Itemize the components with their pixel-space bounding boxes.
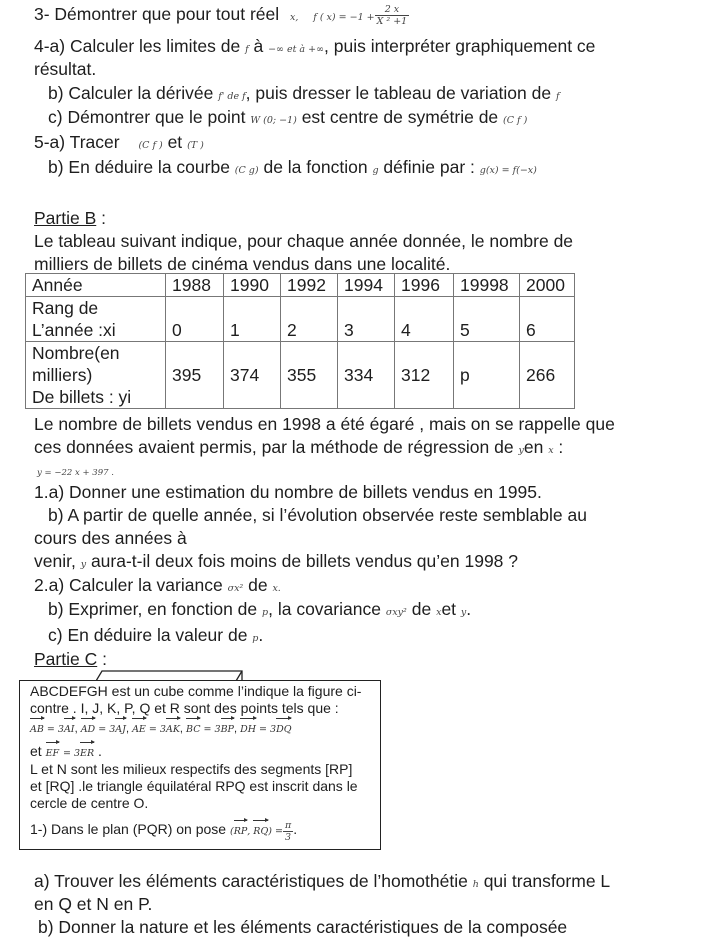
row-header-count-line3: De billets : yi	[32, 387, 132, 407]
table-cell: 2000	[520, 274, 575, 297]
vector: BC	[186, 717, 200, 738]
vector-relations: AB = 3AI, AD = 3AJ, AE = 3AK, BC = 3BP, DH = 3DQ	[30, 717, 291, 738]
table-cell: 6	[520, 297, 575, 342]
table-cell: 355	[281, 342, 338, 409]
row-header-count-line2: milliers)	[32, 365, 93, 385]
table-cell: 374	[224, 342, 281, 409]
angle-numerator: π	[284, 820, 292, 831]
q5b-text2: de la fonction	[263, 157, 368, 177]
sigma-x-squared: σx²	[227, 583, 244, 594]
vector: RQ	[253, 819, 268, 840]
box-line-1: ABCDEFGH est un cube comme l’indique la figure ci-	[30, 683, 362, 699]
box-line-7: cercle de centre O.	[30, 795, 149, 811]
question-1b-line1: b) A partir de quelle année, si l’évolution observée reste semblable au	[48, 505, 587, 525]
part-b-intro-1: Le tableau suivant indique, pour chaque année donnée, le nombre de	[34, 231, 574, 251]
table-cell: 4	[395, 297, 454, 342]
part-b-intro-2: milliers de billets de cinéma vendus dans une localité.	[34, 254, 451, 274]
q3-denominator: X ² +1	[376, 15, 408, 27]
question-4a	[34, 35, 595, 61]
vector-relation-last	[30, 741, 102, 762]
table-cell: 3	[338, 297, 395, 342]
box-line-2: contre . I, J, K, P, Q et R sont des points tels que :	[30, 700, 339, 716]
q2b-de: de	[411, 599, 432, 619]
q2a-de: de	[248, 575, 268, 595]
vector: AE	[132, 717, 146, 738]
factor: = 3	[203, 724, 221, 735]
vector: DQ	[276, 717, 291, 738]
question-2b	[48, 598, 471, 624]
q3-fraction	[375, 4, 410, 27]
factor: = 3	[63, 748, 81, 759]
vector: ER	[80, 741, 94, 762]
q5a-curve: (C f )	[138, 140, 163, 151]
q4a-a: à	[253, 36, 264, 56]
q4a-limits: −∞ et à +∞	[268, 44, 324, 55]
question-4c	[48, 106, 527, 132]
question-5b	[48, 156, 537, 182]
q4a-text3: résultat.	[34, 59, 97, 79]
vector: RP	[234, 819, 248, 840]
factor: = 3	[148, 724, 166, 735]
text-en: en	[523, 437, 544, 457]
q5b-text3: définie par :	[383, 157, 475, 177]
q5b-g: g	[372, 165, 379, 176]
cube-statement-box	[19, 680, 381, 850]
q5b-text: b) En déduire la courbe	[48, 157, 230, 177]
q2b-text: b) Exprimer, en fonction de	[48, 599, 258, 619]
question-3	[34, 3, 409, 29]
box-dot: .	[98, 743, 102, 759]
data-table	[25, 273, 575, 409]
q4b-text: b) Calculer la dérivée	[48, 83, 214, 103]
table-cell: 266	[520, 342, 575, 409]
var-p: p	[262, 607, 269, 618]
question-c-b: b) Donner la nature et les éléments caractéristiques de la composée	[38, 917, 568, 937]
var-x: x	[436, 607, 442, 618]
table-cell: 0	[166, 297, 224, 342]
q4a-text: 4-a) Calculer les limites de	[34, 36, 241, 56]
vector: AK	[166, 717, 180, 738]
q2c-text: c) En déduire la valeur de	[48, 625, 248, 645]
table-cell: 1994	[338, 274, 395, 297]
table-row-ranks	[26, 297, 575, 342]
part-b-text-1: Le nombre de billets vendus en 1998 a été égaré , mais on se rappelle que	[34, 414, 615, 434]
var-x: x	[548, 445, 554, 456]
vector: AD	[81, 717, 95, 738]
q2a-text: 2.a) Calculer la variance	[34, 575, 223, 595]
var-x: x.	[272, 583, 281, 594]
table-cell: 312	[395, 342, 454, 409]
q2b-text2: , la covariance	[268, 599, 381, 619]
question-1b-line2: cours des années à	[34, 528, 187, 548]
part-c-colon: :	[97, 649, 107, 669]
vector: DH	[240, 717, 256, 738]
vector: AB	[30, 717, 44, 738]
var-y: y	[460, 607, 467, 618]
question-1b-line3	[34, 550, 518, 576]
table-cell: 1990	[224, 274, 281, 297]
q3-variable: x,	[290, 12, 299, 23]
q3-numerator: 2 x	[375, 4, 410, 16]
row-header-rank-line1: Rang de	[32, 298, 99, 318]
part-c-title: Partie C	[34, 649, 98, 669]
q5a-T: (T )	[187, 140, 204, 151]
q2b-dot: .	[466, 599, 472, 619]
text-colon: :	[558, 437, 564, 457]
part-b-heading	[34, 207, 106, 229]
box-tab-shape	[96, 667, 246, 681]
q5b-curve: (C g)	[234, 165, 259, 176]
var-y: y	[80, 559, 87, 570]
q4b-text2: , puis dresser le tableau de variation de	[245, 83, 552, 103]
q4b-math: f' de f	[218, 91, 246, 102]
question-5a	[34, 131, 204, 157]
regression-equation: y = −22 x + 397 .	[37, 468, 114, 478]
question-2c	[48, 624, 263, 650]
q4a-f: f	[245, 44, 249, 55]
row-header-count	[26, 342, 166, 409]
table-row-years	[26, 274, 575, 297]
q5a-et: et	[167, 132, 183, 152]
vector: AJ	[115, 717, 126, 738]
q2b-et: et	[441, 599, 457, 619]
q4c-text2: est centre de symétrie de	[301, 107, 499, 127]
q4c-point: W (0; −1)	[250, 115, 297, 126]
q4a-text2: , puis interpréter graphiquement ce	[324, 36, 596, 56]
table-cell: 19998	[454, 274, 520, 297]
part-b-title: Partie B	[34, 208, 97, 228]
factor: = 3	[259, 724, 277, 735]
angle-equals: ) =	[268, 826, 283, 837]
table-cell: 1	[224, 297, 281, 342]
angle-fraction	[283, 820, 293, 843]
question-2a	[34, 574, 281, 600]
row-header-rank-line2: L’année :xi	[32, 320, 116, 340]
box-line-8-text: 1-) Dans le plan (PQR) on pose	[30, 821, 227, 837]
sigma-xy-squared: σxy²	[385, 607, 407, 618]
question-c-a-line2: en Q et N en P.	[34, 894, 153, 914]
q3-text: 3- Démontrer que pour tout réel	[34, 4, 280, 24]
vector: AI	[64, 717, 75, 738]
q5b-definition: g(x) = f(−x)	[479, 165, 537, 176]
box-line-8: 1-) Dans le plan (PQR) on pose (RP, RQ) = $\frac{\pi}{3}$ .	[30, 820, 298, 843]
qca-text: a) Trouver les éléments caractéristiques de l’homothétie	[34, 871, 468, 891]
table-cell: 334	[338, 342, 395, 409]
vector: BP	[221, 717, 234, 738]
var-p: p	[252, 633, 259, 644]
row-header-year: Année	[26, 274, 166, 297]
question-1a: 1.a) Donner une estimation du nombre de billets vendus en 1995.	[34, 482, 542, 502]
table-cell: 1988	[166, 274, 224, 297]
table-row-counts	[26, 342, 575, 409]
box-line-6: et [RQ] .le triangle équilatéral RPQ est inscrit dans le	[30, 778, 358, 794]
factor: = 3	[98, 724, 116, 735]
var-y: y	[518, 445, 524, 456]
row-header-rank	[26, 297, 166, 342]
q5a-text: 5-a) Tracer	[34, 132, 120, 152]
factor: = 3	[46, 724, 64, 735]
var-h: h	[472, 879, 479, 890]
q4c-curve: (C f )	[503, 115, 528, 126]
qca-text2: qui transforme L	[483, 871, 611, 891]
row-header-count-line1: Nombre(en	[32, 343, 120, 363]
question-4b	[48, 82, 560, 108]
table-cell: 5	[454, 297, 520, 342]
q1b-text2: aura-t-il deux fois moins de billets vendus qu’en 1998 ?	[90, 551, 519, 571]
table-cell: 1992	[281, 274, 338, 297]
box-et: et	[30, 743, 42, 759]
vector: EF	[46, 741, 60, 762]
part-b-text-2a: ces données avaient permis, par la méthode de régression de	[34, 437, 514, 457]
table-cell: 1996	[395, 274, 454, 297]
part-b-colon: :	[96, 208, 106, 228]
q1b-text: venir,	[34, 551, 76, 571]
table-cell: p	[454, 342, 520, 409]
q3-function-lhs: f ( x) = −1 +	[313, 12, 375, 23]
box-line-5: L et N sont les milieux respectifs des segments [RP]	[30, 761, 353, 777]
table-cell: 395	[166, 342, 224, 409]
table-cell: 2	[281, 297, 338, 342]
q2c-dot: .	[258, 625, 264, 645]
angle-denominator: 3	[285, 832, 292, 843]
q4c-text: c) Démontrer que le point	[48, 107, 246, 127]
q4b-f: f	[555, 91, 560, 102]
